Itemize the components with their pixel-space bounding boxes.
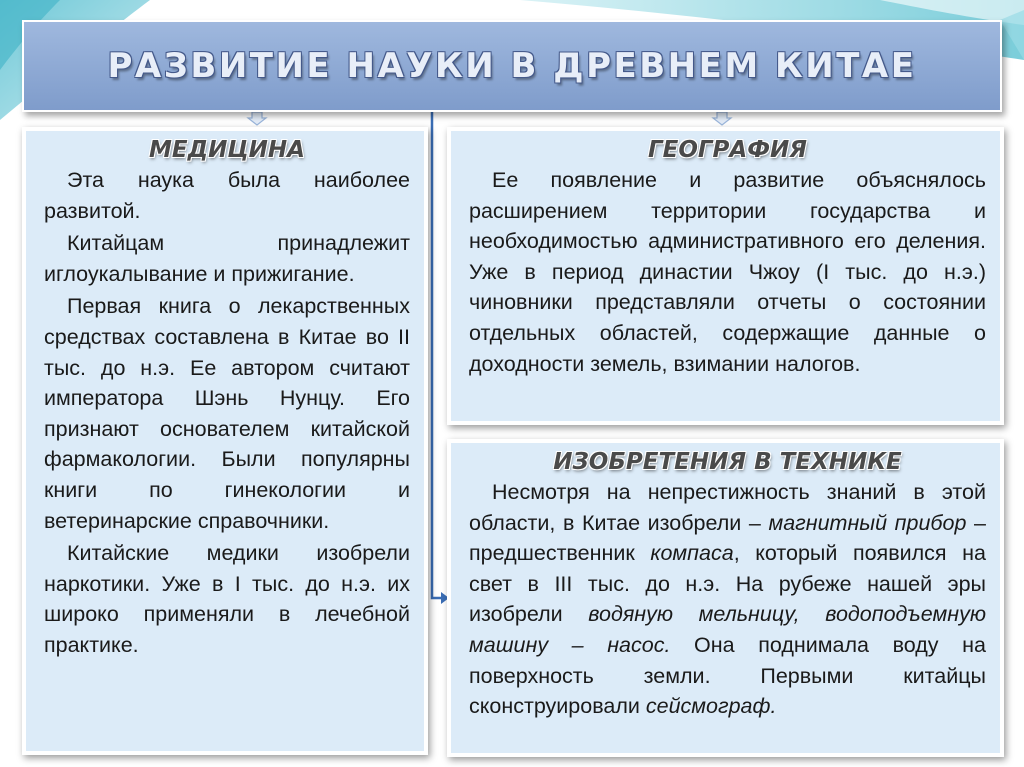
geography-panel	[447, 127, 1004, 425]
medicine-heading: МЕДИЦИНА	[149, 137, 305, 163]
geography-paragraph: Ее появление и развитие объяснялось расширением территории государства и необходимостью административного его деления. Уже в период династии Чжоу (I тыс. до н.э.) чиновники представляли отчеты о состоянии отдельных областей, содержащие данные о доходности земель, взимании налогов.	[469, 168, 986, 376]
medicine-paragraph: Китайские медики изобрели наркотики. Уже в I тыс. до н.э. их широко применяли в лечебной практике.	[44, 541, 410, 657]
invention-compass: компаса	[650, 541, 734, 566]
medicine-paragraph: Первая книга о лекарственных средствах составлена в Китае во II тыс. до н.э. Ее автором считают императора Шэнь Нунцу. Его признают основателем китайской фармакологии. Были популярны книги по гинекологии и ветеринарские справочники.	[44, 294, 410, 533]
geography-heading: ГЕОГРАФИЯ	[647, 137, 807, 163]
inventions-heading: ИЗОБРЕТЕНИЯ В ТЕХНИКЕ	[553, 449, 902, 475]
invention-water-mill-pump: водяную мельницу, водоподъемную машину – насос.	[469, 602, 986, 657]
inventions-panel	[447, 439, 1004, 757]
title-bar	[22, 20, 1002, 112]
medicine-paragraph: Эта наука была наиболее развитой.	[44, 168, 410, 223]
medicine-paragraph: Китайцам принадлежит иглоукалывание и прижигание.	[44, 231, 410, 286]
inventions-text: Несмотря на непрестижность знаний в этой области, в Китае изобрели –	[469, 480, 986, 535]
inventions-text: – предшественник	[469, 510, 986, 566]
inventions-text: , который появился на свет в III тыс. до н.э. На рубеже нашей эры изобрели	[469, 541, 986, 627]
medicine-panel	[22, 127, 428, 755]
inventions-paragraph	[469, 477, 986, 722]
invention-magnetic-device: магнитный прибор	[768, 510, 967, 535]
invention-seismograph: сейсмограф.	[645, 694, 777, 719]
page-title: РАЗВИТИЕ НАУКИ В ДРЕВНЕМ КИТАЕ	[107, 46, 917, 86]
inventions-text: Она поднимала воду на поверхность земли. Первыми китайцы сконструировали	[469, 632, 986, 719]
